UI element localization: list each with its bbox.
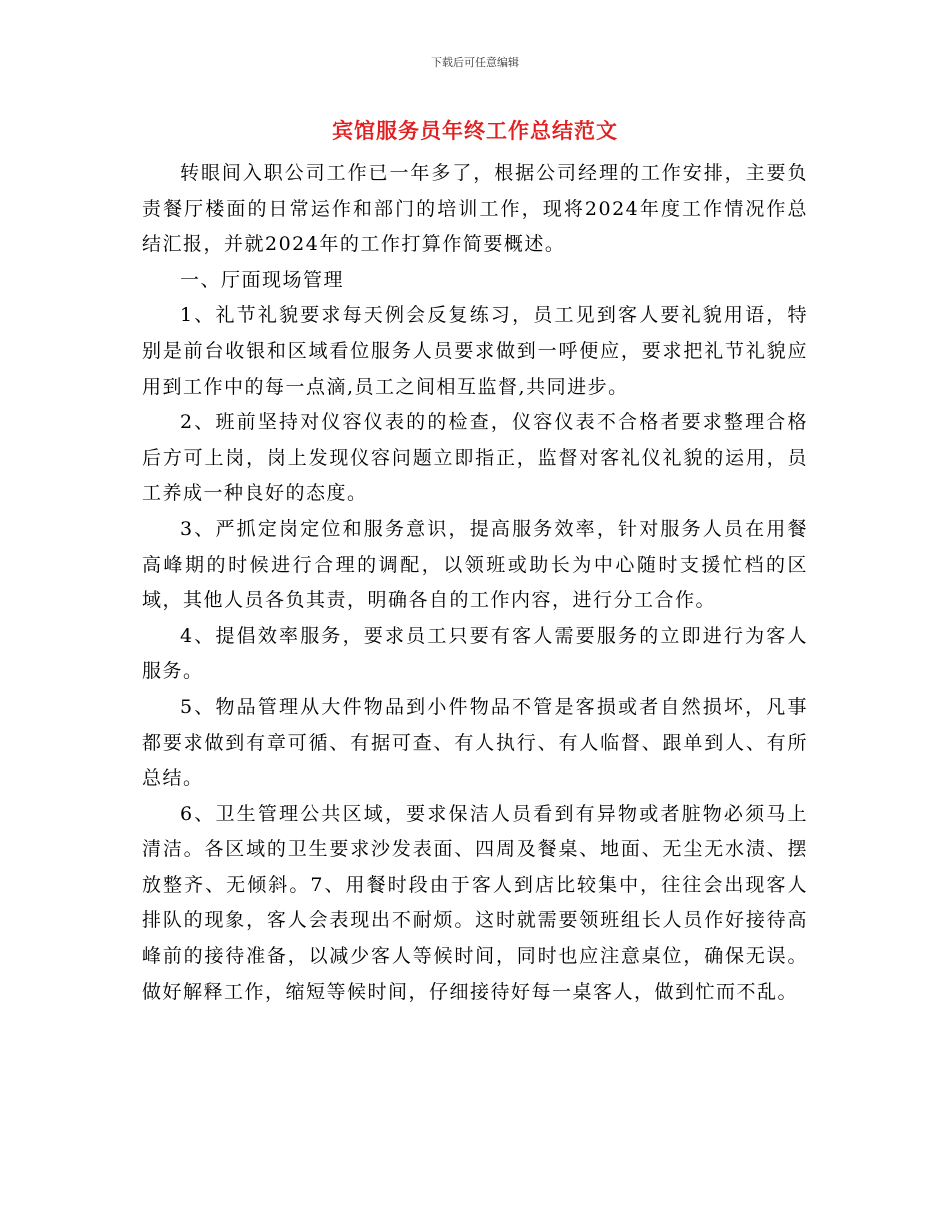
paragraph-intro: 转眼间入职公司工作已一年多了，根据公司经理的工作安排，主要负责餐厅楼面的日常运作和部门的培训工作，现将2024年度工作情况作总结汇报，并就2024年的工作打算作简要概述。: [142, 162, 808, 256]
paragraph-item-3: 3、严抓定岗定位和服务意识，提高服务效率，针对服务人员在用餐高峰期的时候进行合理的调配，以领班或助长为中心随时支援忙档的区域，其他人员各负其责，明确各自的工作内容，进行分工合作。: [142, 517, 808, 612]
paragraph-item-2: 2、班前坚持对仪容仪表的的检查，仪容仪表不合格者要求整理合格后方可上岗，岗上发现仪容问题立即指正，监督对客礼仪礼貌的运用，员工养成一种良好的态度。: [142, 411, 808, 505]
paragraph-item-1: 1、礼节礼貌要求每天例会反复练习，员工见到客人要礼貌用语，特别是前台收银和区域看位服务人员要求做到一呼便应，要求把礼节礼貌应用到工作中的每一点滴,员工之间相互监督,共同进步。: [142, 304, 808, 398]
section-heading: 一、厅面现场管理: [180, 268, 345, 291]
paragraph-item-6: 6、卫生管理公共区域，要求保洁人员看到有异物或者脏物必须马上清洁。各区域的卫生要求沙发表面、四周及餐桌、地面、无尘无水渍、摆放整齐、无倾斜。7、用餐时段由于客人到店比较集中，往往会出现客人排队的现象，客人会表现出不耐烦。这时就需要领班组长人员作好接待高峰前的接待准备，以减少客人等候时间，同时也应注意桌位，确保无误。做好解释工作，缩短等候时间，仔细接待好每一桌客人，做到忙而不乱。: [142, 802, 808, 1003]
header-note: 下载后可任意编辑: [431, 56, 519, 69]
paragraph-item-5: 5、物品管理从大件物品到小件物品不管是客损或者自然损坏，凡事都要求做到有章可循、有据可查、有人执行、有人临督、跟单到人、有所总结。: [142, 695, 808, 790]
document-body: [142, 156, 808, 1010]
paragraph-item-4: 4、提倡效率服务，要求员工只要有客人需要服务的立即进行为客人服务。: [142, 624, 808, 683]
document-title: 宾馆服务员年终工作总结范文: [332, 119, 618, 143]
